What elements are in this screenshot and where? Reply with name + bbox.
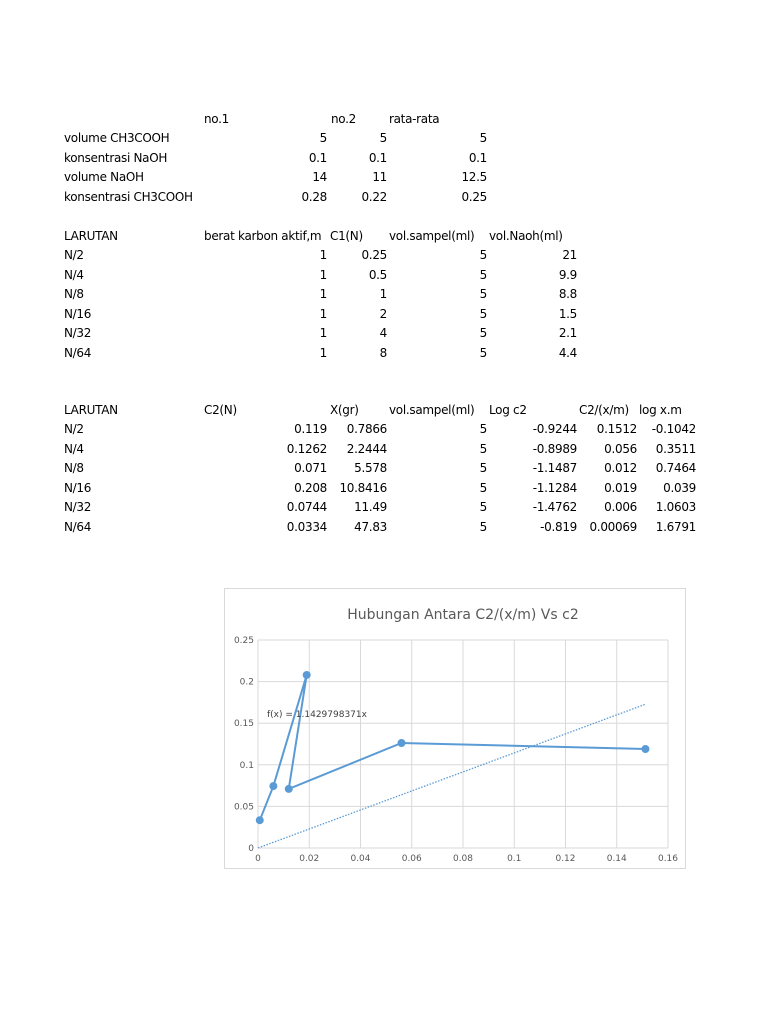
table-cell: 1 xyxy=(319,248,327,262)
row-label: N/64 xyxy=(64,345,92,360)
data-point xyxy=(256,817,263,824)
table-cell: 12.5 xyxy=(461,170,487,184)
table-cell: 14 xyxy=(312,170,327,184)
table-cell: 0.056 xyxy=(604,441,637,456)
y-tick-label: 0 xyxy=(248,844,254,854)
row-label: N/8 xyxy=(64,287,84,301)
table-cell: 0.25 xyxy=(361,248,387,262)
table-cell: -1.4762 xyxy=(532,500,577,514)
table-cell: 1 xyxy=(319,267,327,282)
row-label: konsentrasi CH3COOH xyxy=(64,189,193,204)
row-label: volume CH3COOH xyxy=(64,131,170,145)
table-cell: 1 xyxy=(379,287,387,301)
table-cell: 5 xyxy=(479,461,487,475)
x-tick-label: 0.08 xyxy=(452,854,474,864)
column-header: vol.sampel(ml) xyxy=(389,403,475,417)
table-cell: 2 xyxy=(379,306,387,321)
table-cell: 0.006 xyxy=(604,500,637,514)
y-tick-label: 0.25 xyxy=(233,636,254,646)
table-cell: 5 xyxy=(319,131,327,145)
data-point xyxy=(642,745,649,752)
column-header: C2(N) xyxy=(204,403,237,417)
table-cell: 0.1512 xyxy=(596,422,637,436)
table-cell: 5 xyxy=(479,248,487,262)
column-header: Log c2 xyxy=(489,403,527,417)
x-tick-label: 0.02 xyxy=(299,854,320,864)
table-cell: 5.578 xyxy=(354,461,387,475)
column-header: LARUTAN xyxy=(64,229,118,243)
table-cell: 11 xyxy=(372,170,387,184)
table-cell: 0.1 xyxy=(308,150,327,165)
table-cell: 5 xyxy=(479,267,487,282)
x-tick-label: 0 xyxy=(255,854,261,864)
table-cell: 1 xyxy=(319,287,327,301)
chart-title: Hubungan Antara C2/(x/m) Vs c2 xyxy=(347,607,579,623)
column-header: C2/(x/m) xyxy=(579,403,629,417)
table-cell: 0.208 xyxy=(294,480,327,495)
table-cell: 2.1 xyxy=(558,326,577,340)
x-tick-label: 0.12 xyxy=(555,854,576,864)
column-header: X(gr) xyxy=(330,403,359,417)
table-cell: 5 xyxy=(479,422,487,436)
table-cell: -1.1284 xyxy=(532,480,577,495)
column-header: berat karbon aktif,m xyxy=(204,229,322,243)
x-tick-label: 0.04 xyxy=(350,854,371,864)
trendline xyxy=(258,704,645,848)
table-cell: 8.8 xyxy=(558,287,577,301)
chart xyxy=(224,588,686,869)
table-cell: 5 xyxy=(479,519,487,534)
table-cell: 0.1 xyxy=(468,150,487,165)
table-cell: 5 xyxy=(479,480,487,495)
y-tick-label: 0.05 xyxy=(233,802,254,813)
row-label: N/8 xyxy=(64,461,84,475)
table-cell: 9.9 xyxy=(558,267,577,282)
table-cell: 11.49 xyxy=(354,500,387,514)
table-cell: 2.2444 xyxy=(346,441,387,456)
table-cell: 5 xyxy=(479,441,487,456)
column-header: C1(N) xyxy=(330,229,363,243)
table-cell: 5 xyxy=(479,326,487,340)
row-label: N/16 xyxy=(64,306,92,321)
table-cell: 1.6791 xyxy=(655,519,696,534)
table-cell: 1.5 xyxy=(558,306,577,321)
row-label: N/2 xyxy=(64,422,84,436)
table-cell: 4.4 xyxy=(558,345,577,360)
table-cell: -0.8989 xyxy=(532,441,577,456)
table-cell: 0.1262 xyxy=(286,441,327,456)
column-header: LARUTAN xyxy=(64,403,118,417)
table-cell: 5 xyxy=(379,131,387,145)
column-header: vol.sampel(ml) xyxy=(389,229,475,243)
table-cell: 0.28 xyxy=(301,189,327,204)
x-tick-label: 0.14 xyxy=(606,854,627,864)
row-label: N/4 xyxy=(64,267,84,282)
row-label: N/2 xyxy=(64,248,84,262)
row-label: N/32 xyxy=(64,326,92,340)
table-cell: 0.3511 xyxy=(655,441,696,456)
column-header: rata-rata xyxy=(389,112,440,126)
table-cell: 1.0603 xyxy=(655,500,696,514)
table-cell: 0.039 xyxy=(663,480,696,495)
table-cell: 0.119 xyxy=(294,422,327,436)
x-tick-label: 0.06 xyxy=(401,854,422,864)
table-cell: 0.0744 xyxy=(286,500,327,514)
column-header: log x.m xyxy=(639,403,682,417)
table-cell: -0.819 xyxy=(540,519,577,534)
table-cell: 10.8416 xyxy=(339,480,387,495)
column-header: vol.Naoh(ml) xyxy=(489,229,563,243)
table-cell: 5 xyxy=(479,131,487,145)
table-cell: -0.9244 xyxy=(532,422,577,436)
table-cell: 1 xyxy=(319,326,327,340)
series-line xyxy=(260,675,646,820)
table-cell: 0.00069 xyxy=(589,519,637,534)
x-tick-label: 0.16 xyxy=(657,854,679,864)
table-cell: 0.7866 xyxy=(346,422,387,436)
table-cell: 21 xyxy=(562,248,577,262)
row-label: N/32 xyxy=(64,500,92,514)
table-cell: 1 xyxy=(319,306,327,321)
table-cell: -0.1042 xyxy=(651,422,696,436)
row-label: konsentrasi NaOH xyxy=(64,150,168,165)
row-label: N/16 xyxy=(64,480,92,495)
data-point xyxy=(285,785,292,792)
table-cell: 5 xyxy=(479,306,487,321)
table-cell: 0.0334 xyxy=(286,519,327,534)
table-cell: -1.1487 xyxy=(532,461,577,475)
y-tick-label: 0.2 xyxy=(239,677,254,688)
table-cell: 0.1 xyxy=(368,150,387,165)
row-label: volume NaOH xyxy=(64,170,144,184)
table-cell: 0.22 xyxy=(361,189,387,204)
table-cell: 5 xyxy=(479,345,487,360)
y-tick-label: 0.1 xyxy=(239,760,254,771)
row-label: N/64 xyxy=(64,519,92,534)
column-header: no.2 xyxy=(331,112,356,126)
table-cell: 0.012 xyxy=(604,461,637,475)
data-point xyxy=(398,740,405,747)
chart-svg xyxy=(225,589,687,870)
row-label: N/4 xyxy=(64,441,84,456)
x-tick-label: 0.1 xyxy=(507,854,522,864)
data-point xyxy=(270,783,277,790)
table-cell: 4 xyxy=(379,326,387,340)
trendline-equation: f(x) = 1.1429798371x xyxy=(267,710,367,720)
table-cell: 1 xyxy=(319,345,327,360)
table-cell: 0.7464 xyxy=(655,461,696,475)
table-cell: 0.071 xyxy=(294,461,327,475)
table-cell: 5 xyxy=(479,287,487,301)
table-cell: 47.83 xyxy=(354,519,387,534)
table-cell: 0.25 xyxy=(461,189,487,204)
table-cell: 5 xyxy=(479,500,487,514)
table-cell: 0.5 xyxy=(368,267,387,282)
data-point xyxy=(303,671,310,678)
column-header: no.1 xyxy=(204,112,229,126)
table-cell: 8 xyxy=(379,345,387,360)
table-cell: 0.019 xyxy=(604,480,637,495)
y-tick-label: 0.15 xyxy=(233,719,254,730)
